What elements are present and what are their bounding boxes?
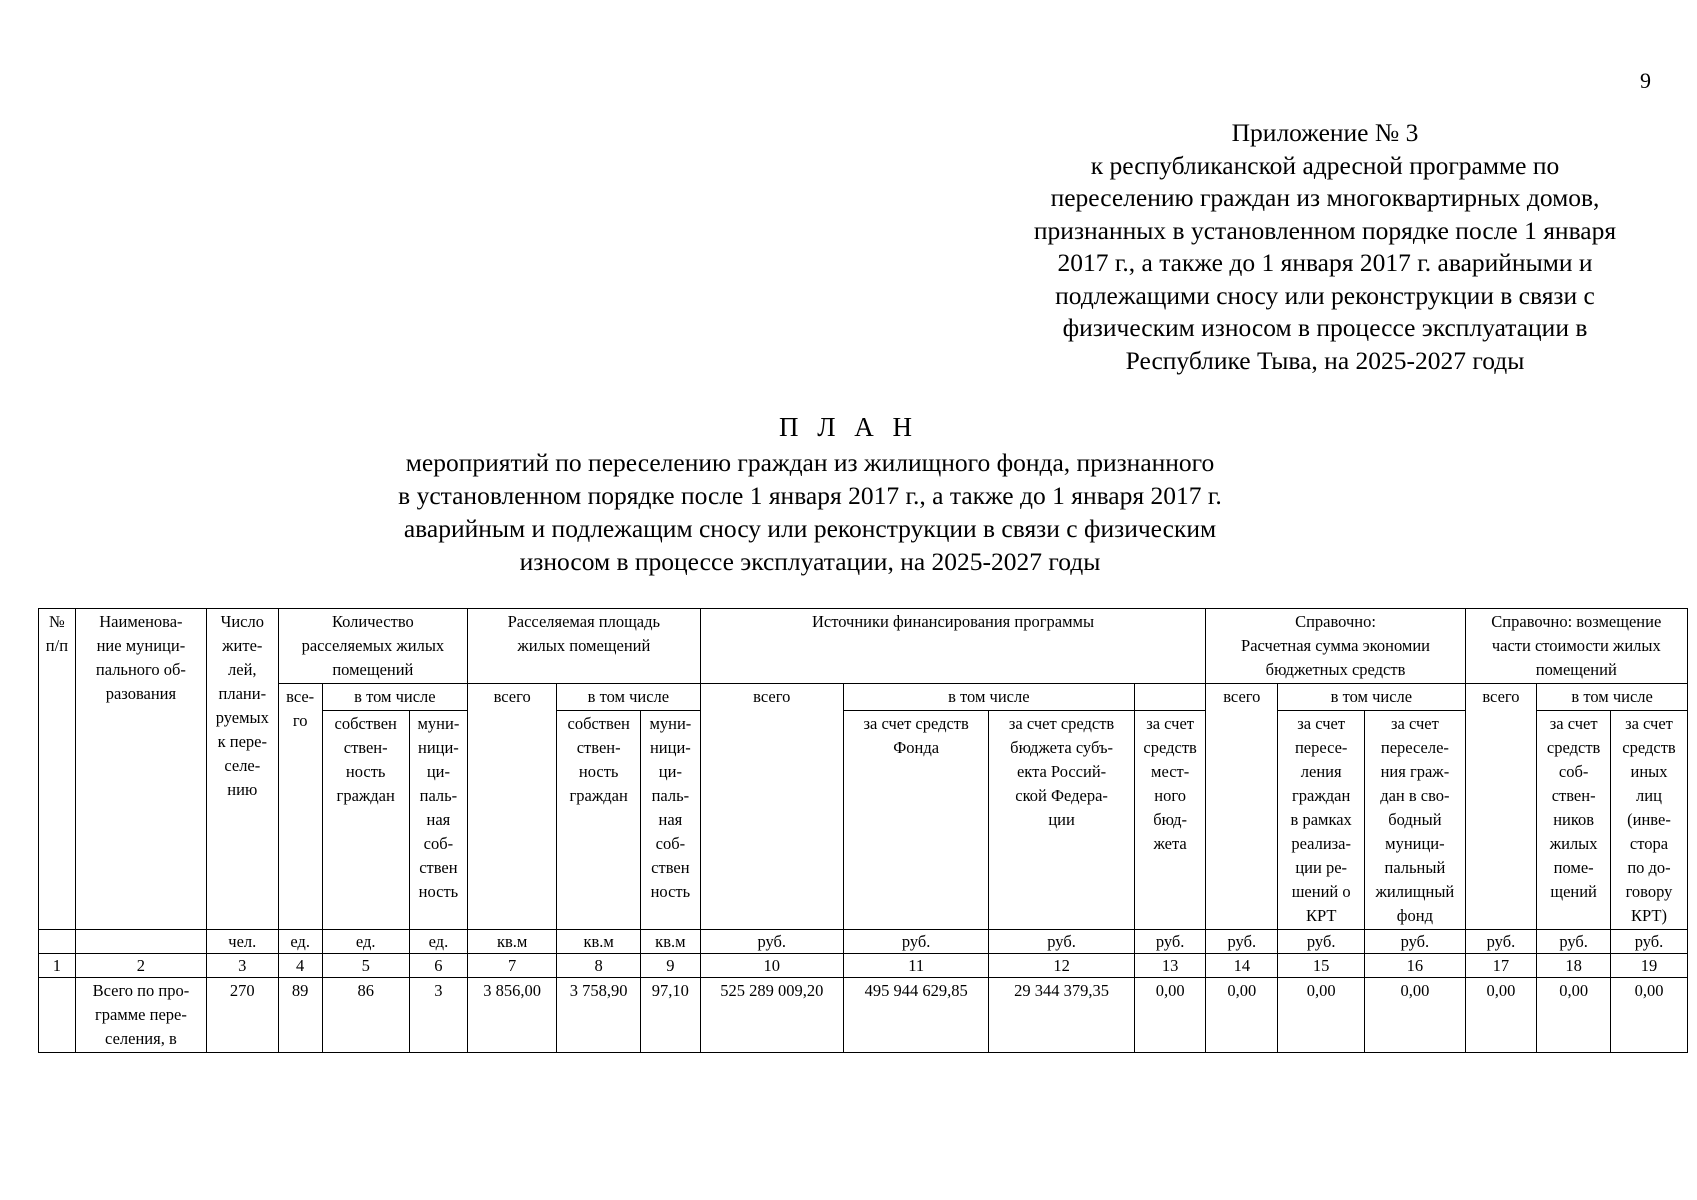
total-area: 3 856,00 — [468, 978, 557, 1053]
total-dwellings: 89 — [278, 978, 322, 1053]
appendix-line: Приложение № 3 — [1231, 118, 1419, 147]
total-local-budget: 0,00 — [1134, 978, 1206, 1053]
header-subject-budget: за счет средств бюджета субъ- екта Россий- ской Федера- ции — [989, 711, 1134, 930]
header-fund: за счет средств Фонда — [843, 711, 988, 930]
units-cell: кв.м — [557, 930, 641, 954]
units-cell: ед. — [322, 930, 409, 954]
column-number: 18 — [1537, 954, 1611, 978]
units-row — [39, 930, 1688, 954]
header-savings-krt: за счет пересе- ления граждан в рамках реализа- ции ре- шений о КРТ — [1278, 711, 1365, 930]
header-savings: Справочно: Расчетная сумма экономии бюджетных средств — [1206, 609, 1465, 684]
total-area-municipal: 97,10 — [641, 978, 700, 1053]
total-name: Всего по про- грамме пере- селения, в — [75, 978, 206, 1053]
header-area-owned: собствен ствен- ность граждан — [557, 711, 641, 930]
units-cell — [75, 930, 206, 954]
column-number: 8 — [557, 954, 641, 978]
column-number: 10 — [700, 954, 843, 978]
header-num: № п/п — [39, 609, 76, 930]
header-area-municipal: муни- ници- ци- паль- ная соб- ствен ность — [641, 711, 700, 930]
header-row-2 — [39, 684, 1688, 711]
header-count-total: все- го — [278, 684, 322, 930]
total-savings-krt: 0,00 — [1278, 978, 1365, 1053]
total-compensation: 0,00 — [1465, 978, 1537, 1053]
column-number: 12 — [989, 954, 1134, 978]
units-cell: ед. — [278, 930, 322, 954]
units-cell — [39, 930, 76, 954]
units-cell: кв.м — [641, 930, 700, 954]
plan-subtitle-line: в установленном порядке после 1 января 2017 г., а также до 1 января 2017 г. — [398, 481, 1222, 510]
units-cell: кв.м — [468, 930, 557, 954]
plan-table — [38, 608, 1688, 1053]
header-compensation-owners: за счет средств соб- ствен- ников жилых поме- щений — [1537, 711, 1611, 930]
header-count-owned: собствен ствен- ность граждан — [322, 711, 409, 930]
header-sources-blank — [1134, 684, 1206, 711]
units-cell: руб. — [989, 930, 1134, 954]
plan-subtitle-line: мероприятий по переселению граждан из жилищного фонда, признанного — [405, 448, 1215, 477]
header-row-1 — [39, 609, 1688, 684]
total-dwellings-owned: 86 — [322, 978, 409, 1053]
header-savings-including: в том числе — [1278, 684, 1465, 711]
total-savings-free-fund: 0,00 — [1365, 978, 1465, 1053]
units-cell: руб. — [1611, 930, 1688, 954]
total-savings: 0,00 — [1206, 978, 1278, 1053]
units-cell: руб. — [1206, 930, 1278, 954]
column-number: 11 — [843, 954, 988, 978]
units-cell: руб. — [1537, 930, 1611, 954]
column-number: 19 — [1611, 954, 1688, 978]
header-compensation-other: за счет средств иных лиц (инве- стора по до- говору КРТ) — [1611, 711, 1688, 930]
units-cell: ед. — [409, 930, 467, 954]
column-number: 2 — [75, 954, 206, 978]
units-cell: руб. — [1134, 930, 1206, 954]
column-number: 4 — [278, 954, 322, 978]
total-row — [39, 978, 1688, 1053]
column-number: 17 — [1465, 954, 1537, 978]
total-compensation-other: 0,00 — [1611, 978, 1688, 1053]
header-sources-total: всего — [700, 684, 843, 930]
column-number: 15 — [1278, 954, 1365, 978]
header-compensation: Справочно: возмещение части стоимости жилых помещений — [1465, 609, 1687, 684]
plan-subtitle-line: аварийным и подлежащим сносу или реконструкции в связи с физическим — [403, 514, 1217, 543]
total-area-owned: 3 758,90 — [557, 978, 641, 1053]
column-number: 13 — [1134, 954, 1206, 978]
header-funding-sources: Источники финансирования программы — [700, 609, 1206, 684]
header-savings-total: всего — [1206, 684, 1278, 930]
total-residents: 270 — [206, 978, 278, 1053]
header-area-total: всего — [468, 684, 557, 930]
plan-subtitle-line: износом в процессе эксплуатации, на 2025-2027 годы — [519, 547, 1101, 576]
column-number: 5 — [322, 954, 409, 978]
column-number: 3 — [206, 954, 278, 978]
column-number-row — [39, 954, 1688, 978]
header-count-municipal: муни- ници- ци- паль- ная соб- ствен ность — [409, 711, 467, 930]
plan-title: П Л А Н — [778, 412, 919, 442]
header-area-including: в том числе — [557, 684, 700, 711]
appendix-line: к республиканской адресной программе по — [1090, 150, 1560, 180]
appendix-line: признанных в установленном порядке после 1 января — [1033, 215, 1617, 245]
header-sources-including: в том числе — [843, 684, 1134, 711]
page-number: 9 — [1640, 68, 1651, 93]
header-residents: Число жите- лей, плани- руемых к пере- селе- нию — [206, 609, 278, 930]
header-savings-free-fund: за счет переселе- ния граж- дан в сво- бодный муници- пальный жилищный фонд — [1365, 711, 1465, 930]
total-subject-budget: 29 344 379,35 — [989, 978, 1134, 1053]
appendix-line: подлежащими сносу или реконструкции в связи с — [1055, 280, 1595, 310]
column-number: 6 — [409, 954, 467, 978]
units-cell: руб. — [843, 930, 988, 954]
column-number: 14 — [1206, 954, 1278, 978]
units-cell: руб. — [1278, 930, 1365, 954]
column-number: 16 — [1365, 954, 1465, 978]
column-number: 9 — [641, 954, 700, 978]
plan-subtitle — [330, 446, 1290, 578]
appendix-line: 2017 г., а также до 1 января 2017 г. аварийными и — [1057, 248, 1593, 277]
appendix-header — [985, 117, 1665, 377]
column-number: 1 — [39, 954, 76, 978]
total-dwellings-municipal: 3 — [409, 978, 467, 1053]
header-compensation-including: в том числе — [1537, 684, 1688, 711]
appendix-line: физическим износом в процессе эксплуатации в — [1062, 313, 1588, 342]
header-count-including: в том числе — [322, 684, 467, 711]
total-fund: 495 944 629,85 — [843, 978, 988, 1053]
header-municipality: Наименова- ние муници- пального об- разования — [75, 609, 206, 930]
header-dwellings-count: Количество расселяемых жилых помещений — [278, 609, 467, 684]
header-area: Расселяемая площадь жилых помещений — [468, 609, 700, 684]
total-num — [39, 978, 76, 1053]
header-compensation-total: всего — [1465, 684, 1537, 930]
total-funding: 525 289 009,20 — [700, 978, 843, 1053]
total-compensation-owners: 0,00 — [1537, 978, 1611, 1053]
units-cell: чел. — [206, 930, 278, 954]
appendix-line: Республике Тыва, на 2025-2027 годы — [1125, 345, 1525, 375]
units-cell: руб. — [1365, 930, 1465, 954]
units-cell: руб. — [1465, 930, 1537, 954]
header-local-budget: за счет средств мест- ного бюд- жета — [1134, 711, 1206, 930]
column-number: 7 — [468, 954, 557, 978]
appendix-line: переселению граждан из многоквартирных домов, — [1050, 183, 1600, 212]
units-cell: руб. — [700, 930, 843, 954]
